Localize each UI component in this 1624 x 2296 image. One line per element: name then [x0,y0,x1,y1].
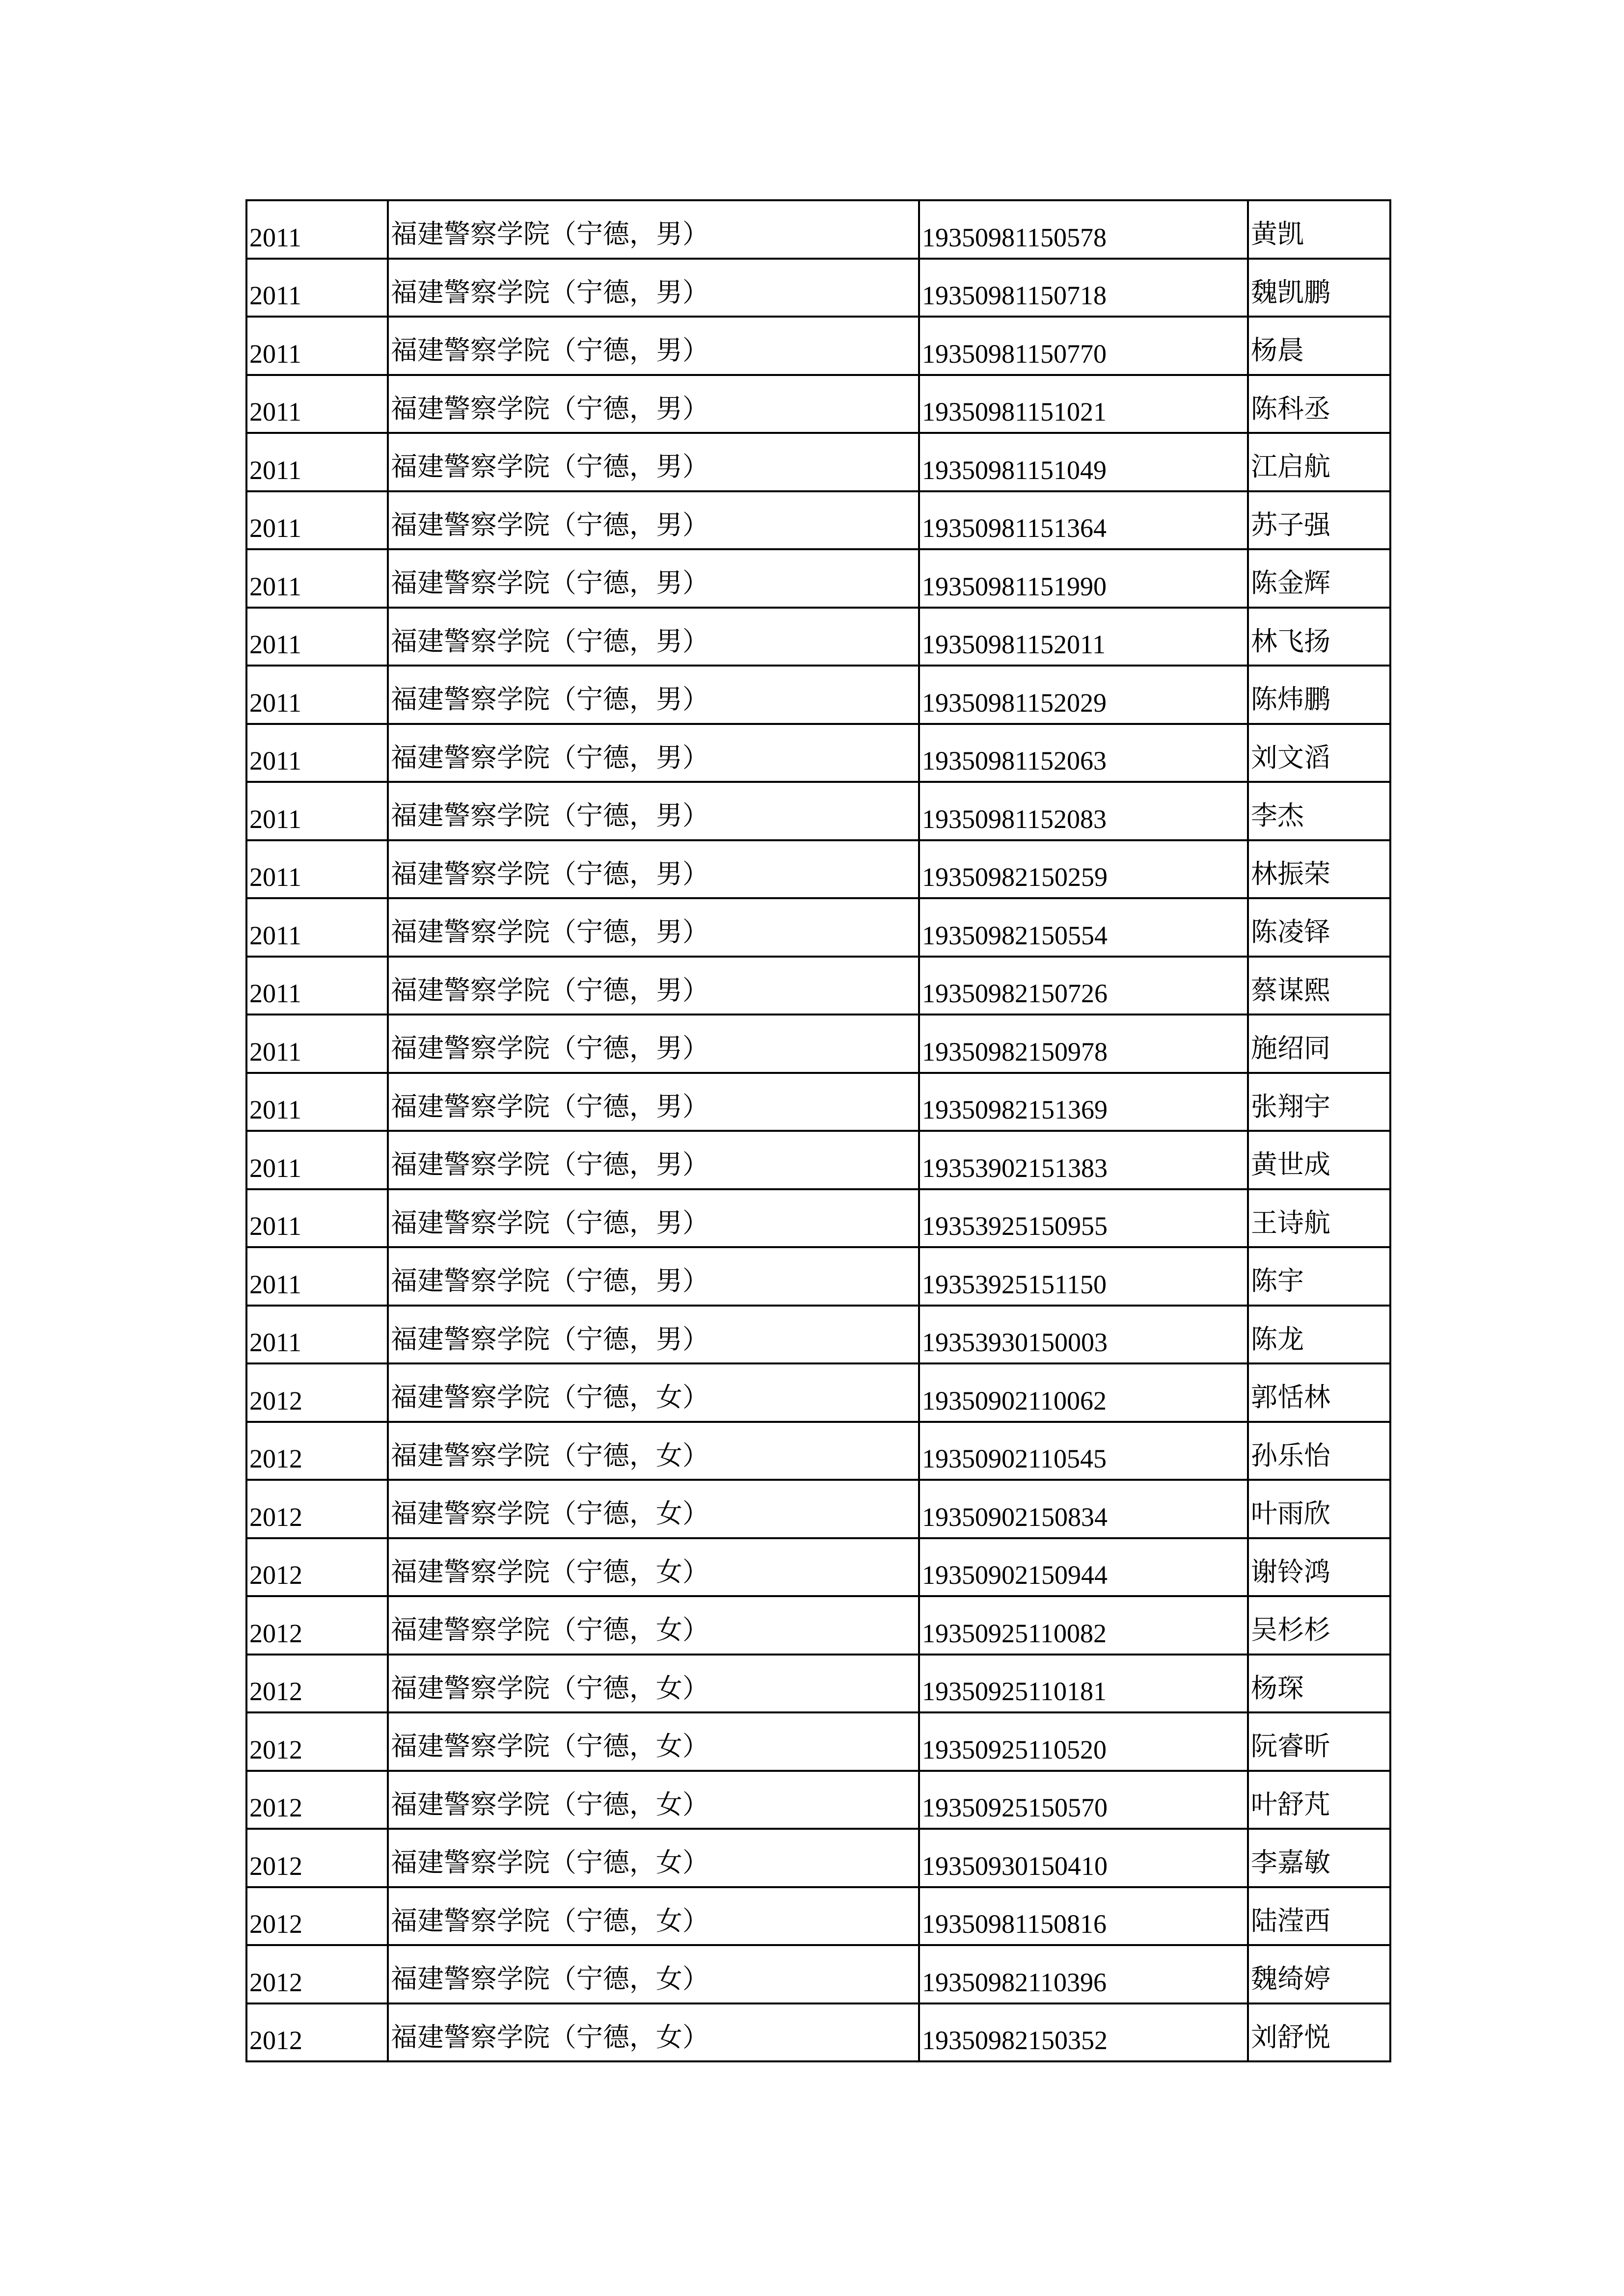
candidate-number-cell: 19350925110181 [919,1655,1248,1713]
student-name-cell: 吴杉杉 [1248,1596,1390,1655]
table-row [246,375,1390,433]
code-cell: 2011 [246,259,388,317]
code-cell: 2011 [246,724,388,782]
table-row [246,666,1390,724]
school-cell: 福建警察学院（宁德，男） [388,1189,919,1248]
code-cell: 2012 [246,2003,388,2062]
code-cell: 2011 [246,375,388,433]
code-cell: 2011 [246,200,388,259]
table-body [246,200,1390,2061]
table-row [246,433,1390,491]
table-row [246,549,1390,608]
school-cell: 福建警察学院（宁德，男） [388,259,919,317]
code-cell: 2011 [246,433,388,491]
table-row [246,1887,1390,1946]
table-row [246,1131,1390,1189]
student-name-cell: 陈金辉 [1248,549,1390,608]
student-name-cell: 蔡谋熙 [1248,957,1390,1015]
student-name-cell: 谢铃鸿 [1248,1538,1390,1597]
student-name-cell: 苏子强 [1248,491,1390,550]
school-cell: 福建警察学院（宁德，女） [388,1771,919,1829]
admission-list-table [245,199,1391,2062]
candidate-number-cell: 19350981151049 [919,433,1248,491]
school-cell: 福建警察学院（宁德，女） [388,1712,919,1771]
student-name-cell: 刘文滔 [1248,724,1390,782]
table-row [246,491,1390,550]
candidate-number-cell: 19353930150003 [919,1306,1248,1364]
code-cell: 2011 [246,1247,388,1306]
school-cell: 福建警察学院（宁德，男） [388,491,919,550]
school-cell: 福建警察学院（宁德，男） [388,375,919,433]
candidate-number-cell: 19353925150955 [919,1189,1248,1248]
table-row [246,1015,1390,1073]
school-cell: 福建警察学院（宁德，女） [388,1829,919,1887]
candidate-number-cell: 19353902151383 [919,1131,1248,1189]
candidate-number-cell: 19350981152063 [919,724,1248,782]
code-cell: 2011 [246,1189,388,1248]
table-row [246,1712,1390,1771]
table-row [246,782,1390,840]
school-cell: 福建警察学院（宁德，男） [388,200,919,259]
student-name-cell: 张翔宇 [1248,1073,1390,1131]
code-cell: 2011 [246,549,388,608]
code-cell: 2012 [246,1712,388,1771]
school-cell: 福建警察学院（宁德，女） [388,1655,919,1713]
code-cell: 2011 [246,491,388,550]
school-cell: 福建警察学院（宁德，男） [388,666,919,724]
school-cell: 福建警察学院（宁德，女） [388,1596,919,1655]
student-name-cell: 叶舒芃 [1248,1771,1390,1829]
table-row [246,724,1390,782]
code-cell: 2012 [246,1945,388,2003]
table-row [246,1189,1390,1248]
code-cell: 2011 [246,898,388,957]
table-row [246,1596,1390,1655]
school-cell: 福建警察学院（宁德，男） [388,608,919,666]
table-row [246,1829,1390,1887]
student-name-cell: 陈龙 [1248,1306,1390,1364]
table-row [246,259,1390,317]
school-cell: 福建警察学院（宁德，女） [388,1538,919,1597]
table-row [246,1363,1390,1422]
student-name-cell: 郭恬林 [1248,1363,1390,1422]
table-row [246,1655,1390,1713]
student-name-cell: 李杰 [1248,782,1390,840]
school-cell: 福建警察学院（宁德，男） [388,317,919,375]
candidate-number-cell: 19350982150554 [919,898,1248,957]
code-cell: 2012 [246,1887,388,1946]
code-cell: 2012 [246,1480,388,1538]
school-cell: 福建警察学院（宁德，男） [388,957,919,1015]
candidate-number-cell: 19350925110520 [919,1712,1248,1771]
candidate-number-cell: 19350930150410 [919,1829,1248,1887]
student-name-cell: 王诗航 [1248,1189,1390,1248]
candidate-number-cell: 19350981150770 [919,317,1248,375]
table-row [246,608,1390,666]
school-cell: 福建警察学院（宁德，男） [388,898,919,957]
candidate-number-cell: 19350981152029 [919,666,1248,724]
table-row [246,957,1390,1015]
school-cell: 福建警察学院（宁德，男） [388,1131,919,1189]
student-name-cell: 陈宇 [1248,1247,1390,1306]
table-row [246,1771,1390,1829]
code-cell: 2011 [246,840,388,899]
school-cell: 福建警察学院（宁德，男） [388,782,919,840]
candidate-number-cell: 19353925151150 [919,1247,1248,1306]
candidate-number-cell: 19350925150570 [919,1771,1248,1829]
table-row [246,898,1390,957]
code-cell: 2011 [246,1073,388,1131]
school-cell: 福建警察学院（宁德，男） [388,1073,919,1131]
table-row [246,1945,1390,2003]
table-row [246,317,1390,375]
student-name-cell: 林振荣 [1248,840,1390,899]
candidate-number-cell: 19350981150578 [919,200,1248,259]
student-name-cell: 黄凯 [1248,200,1390,259]
table-row [246,840,1390,899]
student-name-cell: 叶雨欣 [1248,1480,1390,1538]
school-cell: 福建警察学院（宁德，男） [388,724,919,782]
code-cell: 2012 [246,1363,388,1422]
school-cell: 福建警察学院（宁德，女） [388,1945,919,2003]
candidate-number-cell: 19350981152083 [919,782,1248,840]
code-cell: 2011 [246,1131,388,1189]
school-cell: 福建警察学院（宁德，女） [388,1887,919,1946]
table-row [246,200,1390,259]
candidate-number-cell: 19350902110062 [919,1363,1248,1422]
code-cell: 2011 [246,608,388,666]
student-name-cell: 刘舒悦 [1248,2003,1390,2062]
student-name-cell: 杨晨 [1248,317,1390,375]
student-name-cell: 陈科丞 [1248,375,1390,433]
student-name-cell: 黄世成 [1248,1131,1390,1189]
table-row [246,1538,1390,1597]
candidate-number-cell: 19350902110545 [919,1422,1248,1480]
student-name-cell: 李嘉敏 [1248,1829,1390,1887]
school-cell: 福建警察学院（宁德，男） [388,1015,919,1073]
code-cell: 2012 [246,1422,388,1480]
candidate-number-cell: 19350982110396 [919,1945,1248,2003]
candidate-number-cell: 19350902150834 [919,1480,1248,1538]
student-name-cell: 陆滢西 [1248,1887,1390,1946]
candidate-number-cell: 19350982150978 [919,1015,1248,1073]
school-cell: 福建警察学院（宁德，女） [388,1480,919,1538]
candidate-number-cell: 19350981151021 [919,375,1248,433]
candidate-number-cell: 19350981150718 [919,259,1248,317]
table-row [246,1073,1390,1131]
candidate-number-cell: 19350981151990 [919,549,1248,608]
candidate-number-cell: 19350925110082 [919,1596,1248,1655]
code-cell: 2011 [246,317,388,375]
code-cell: 2012 [246,1538,388,1597]
candidate-number-cell: 19350982150726 [919,957,1248,1015]
student-name-cell: 魏绮婷 [1248,1945,1390,2003]
school-cell: 福建警察学院（宁德，男） [388,433,919,491]
student-name-cell: 孙乐怡 [1248,1422,1390,1480]
school-cell: 福建警察学院（宁德，男） [388,1247,919,1306]
candidate-number-cell: 19350981151364 [919,491,1248,550]
school-cell: 福建警察学院（宁德，男） [388,549,919,608]
candidate-number-cell: 19350902150944 [919,1538,1248,1597]
student-name-cell: 陈凌铎 [1248,898,1390,957]
candidate-number-cell: 19350982150259 [919,840,1248,899]
school-cell: 福建警察学院（宁德，女） [388,1363,919,1422]
student-name-cell: 杨琛 [1248,1655,1390,1713]
code-cell: 2011 [246,957,388,1015]
code-cell: 2011 [246,1015,388,1073]
table-row [246,1422,1390,1480]
code-cell: 2012 [246,1829,388,1887]
table-row [246,2003,1390,2062]
student-name-cell: 陈炜鹏 [1248,666,1390,724]
candidate-number-cell: 19350981152011 [919,608,1248,666]
code-cell: 2012 [246,1771,388,1829]
school-cell: 福建警察学院（宁德，男） [388,1306,919,1364]
table-row [246,1480,1390,1538]
student-name-cell: 江启航 [1248,433,1390,491]
code-cell: 2012 [246,1596,388,1655]
candidate-number-cell: 19350981150816 [919,1887,1248,1946]
table-row [246,1306,1390,1364]
school-cell: 福建警察学院（宁德，女） [388,1422,919,1480]
student-name-cell: 施绍同 [1248,1015,1390,1073]
school-cell: 福建警察学院（宁德，男） [388,840,919,899]
candidate-number-cell: 19350982150352 [919,2003,1248,2062]
candidate-number-cell: 19350982151369 [919,1073,1248,1131]
table-row [246,1247,1390,1306]
code-cell: 2011 [246,666,388,724]
student-name-cell: 阮睿昕 [1248,1712,1390,1771]
code-cell: 2011 [246,1306,388,1364]
student-name-cell: 林飞扬 [1248,608,1390,666]
student-name-cell: 魏凯鹏 [1248,259,1390,317]
code-cell: 2011 [246,782,388,840]
school-cell: 福建警察学院（宁德，女） [388,2003,919,2062]
code-cell: 2012 [246,1655,388,1713]
